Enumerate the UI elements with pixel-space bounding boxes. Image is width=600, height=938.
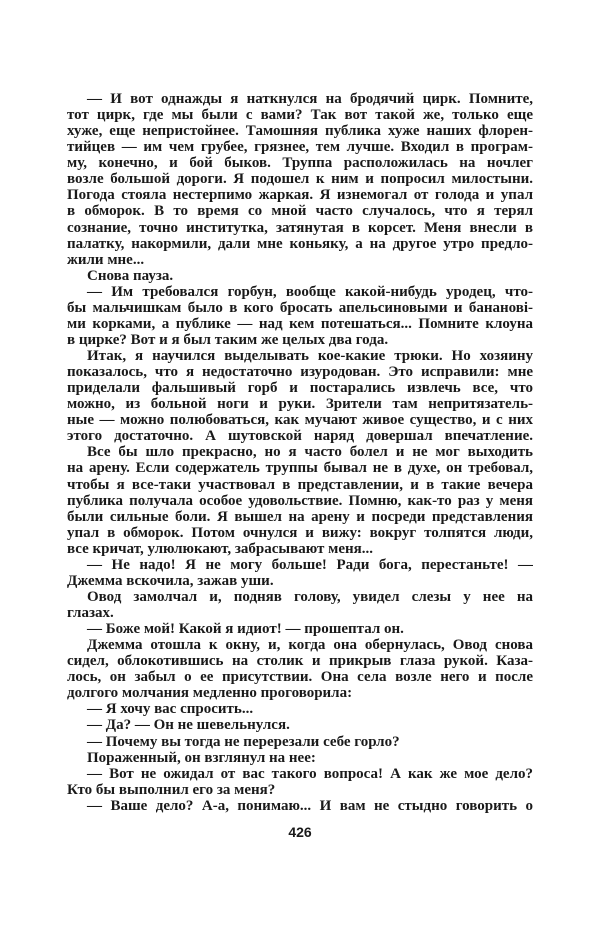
text-line: сидел, облокотившись на столик и прикрыв глаза рукой. Каза-	[67, 653, 533, 670]
text-line: — Им требовался горбун, вообще какой-нибудь уродец, что-	[87, 283, 533, 300]
text-line: Джемма вскочила, зажав уши.	[67, 572, 274, 589]
text-line: в обморок. В то время со мной часто случалось, что я терял	[67, 203, 533, 220]
text-line: ми корками, а публике — над кем потешаться... Помните клоуна	[67, 315, 533, 332]
text-line: Снова пауза.	[87, 267, 174, 284]
text-line: Все бы шло прекрасно, но я часто болел и не мог выходить	[87, 444, 533, 461]
text-line: на арену. Если содержатель труппы бывал не в духе, он требовал,	[67, 460, 533, 477]
text-line: показалось, что я недостаточно изуродован. Это исправили: мне	[67, 364, 533, 381]
text-line: ные — можно полюбоваться, как мучают живое существо, и с них	[67, 412, 533, 429]
text-line: можно, из больной ноги и руки. Зрители там непритязатель-	[67, 396, 533, 413]
text-line: упал в обморок. Потом очнулся и вижу: вокруг толпятся люди,	[67, 524, 533, 541]
text-line: публика получала особое удовольствие. Помню, как-то раз у меня	[67, 492, 533, 509]
text-line: все кричат, улюлюкают, забрасывают меня...	[67, 540, 374, 557]
text-line: Погода стояла нестерпимо жаркая. Я изнемогал от голода и упал	[67, 187, 533, 204]
text-line: тот цирк, где мы были с вами? Так вот такой же, только еще	[67, 107, 533, 124]
text-line: — Боже мой! Какой я идиот! — прошептал он.	[87, 621, 404, 638]
text-line: Джемма отошла к окну, и, когда она обернулась, Овод снова	[87, 637, 533, 654]
text-line: му, конечно, и бой быков. Труппа расположилась на ночлег	[67, 155, 533, 172]
text-line: Кто бы выполнил его за меня?	[67, 781, 276, 798]
text-line: приделали фальшивый горб и постарались извлечь все, что	[67, 380, 533, 397]
text-line: Итак, я научился выделывать кое-какие трюки. Но хозяину	[87, 348, 533, 364]
text-line: — Да? — Он не шевельнулся.	[87, 717, 290, 734]
text-line: жили мне...	[67, 251, 145, 268]
text-line: — Почему вы тогда не перерезали себе горло?	[87, 733, 400, 750]
text-line: — Вот не ожидал от вас такого вопроса! А как же мое дело?	[87, 765, 533, 782]
text-line: сознание, точно институтка, затянутая в корсет. Меня внесли в	[67, 219, 533, 236]
text-line: лось, он забыл о ее присутствии. Она села возле него и после	[67, 669, 533, 686]
text-line: тийцев — им чем грубее, грязнее, тем лучше. Входил в програм-	[67, 139, 533, 156]
text-line: возле большой дороги. Я подошел к ним и попросил милостыни.	[67, 171, 533, 188]
text-line: в цирке? Вот и я был таким же целых два года.	[67, 331, 389, 348]
text-line: — Ваше дело? А-а, понимаю... И вам не стыдно говорить о	[87, 797, 533, 814]
text-line: чтобы я все-таки участвовал в представлении, и в такие вечера	[67, 476, 533, 493]
text-line: этого достаточно. А шутовской наряд довершал впечатление.	[67, 428, 533, 445]
text-line: Пораженный, он взглянул на нее:	[87, 749, 316, 766]
page-number: 426	[288, 824, 312, 840]
text-line: были сильные боли. Я вышел на арену и посреди представления	[67, 508, 533, 525]
page-body-text	[67, 91, 533, 814]
text-line: Овод замолчал и, подняв голову, увидел слезы у нее на	[87, 588, 533, 605]
text-line: — И вот однажды я наткнулся на бродячий цирк. Помните,	[87, 91, 533, 107]
text-line: — Не надо! Я не могу больше! Ради бога, перестаньте! —	[87, 556, 533, 573]
text-line: хуже, еще непристойнее. Тамошняя публика хуже наших флорен-	[67, 123, 533, 140]
text-line: палатку, накормили, дали мне коньяку, а на другое утро предло-	[67, 235, 533, 252]
text-line: — Я хочу вас спросить...	[87, 701, 254, 718]
text-line: глазах.	[67, 605, 114, 621]
text-line: бы мальчишкам было в кого бросать апельсиновыми и бананові-	[67, 299, 533, 316]
text-line: долгого молчания медленно проговорила:	[67, 685, 353, 702]
